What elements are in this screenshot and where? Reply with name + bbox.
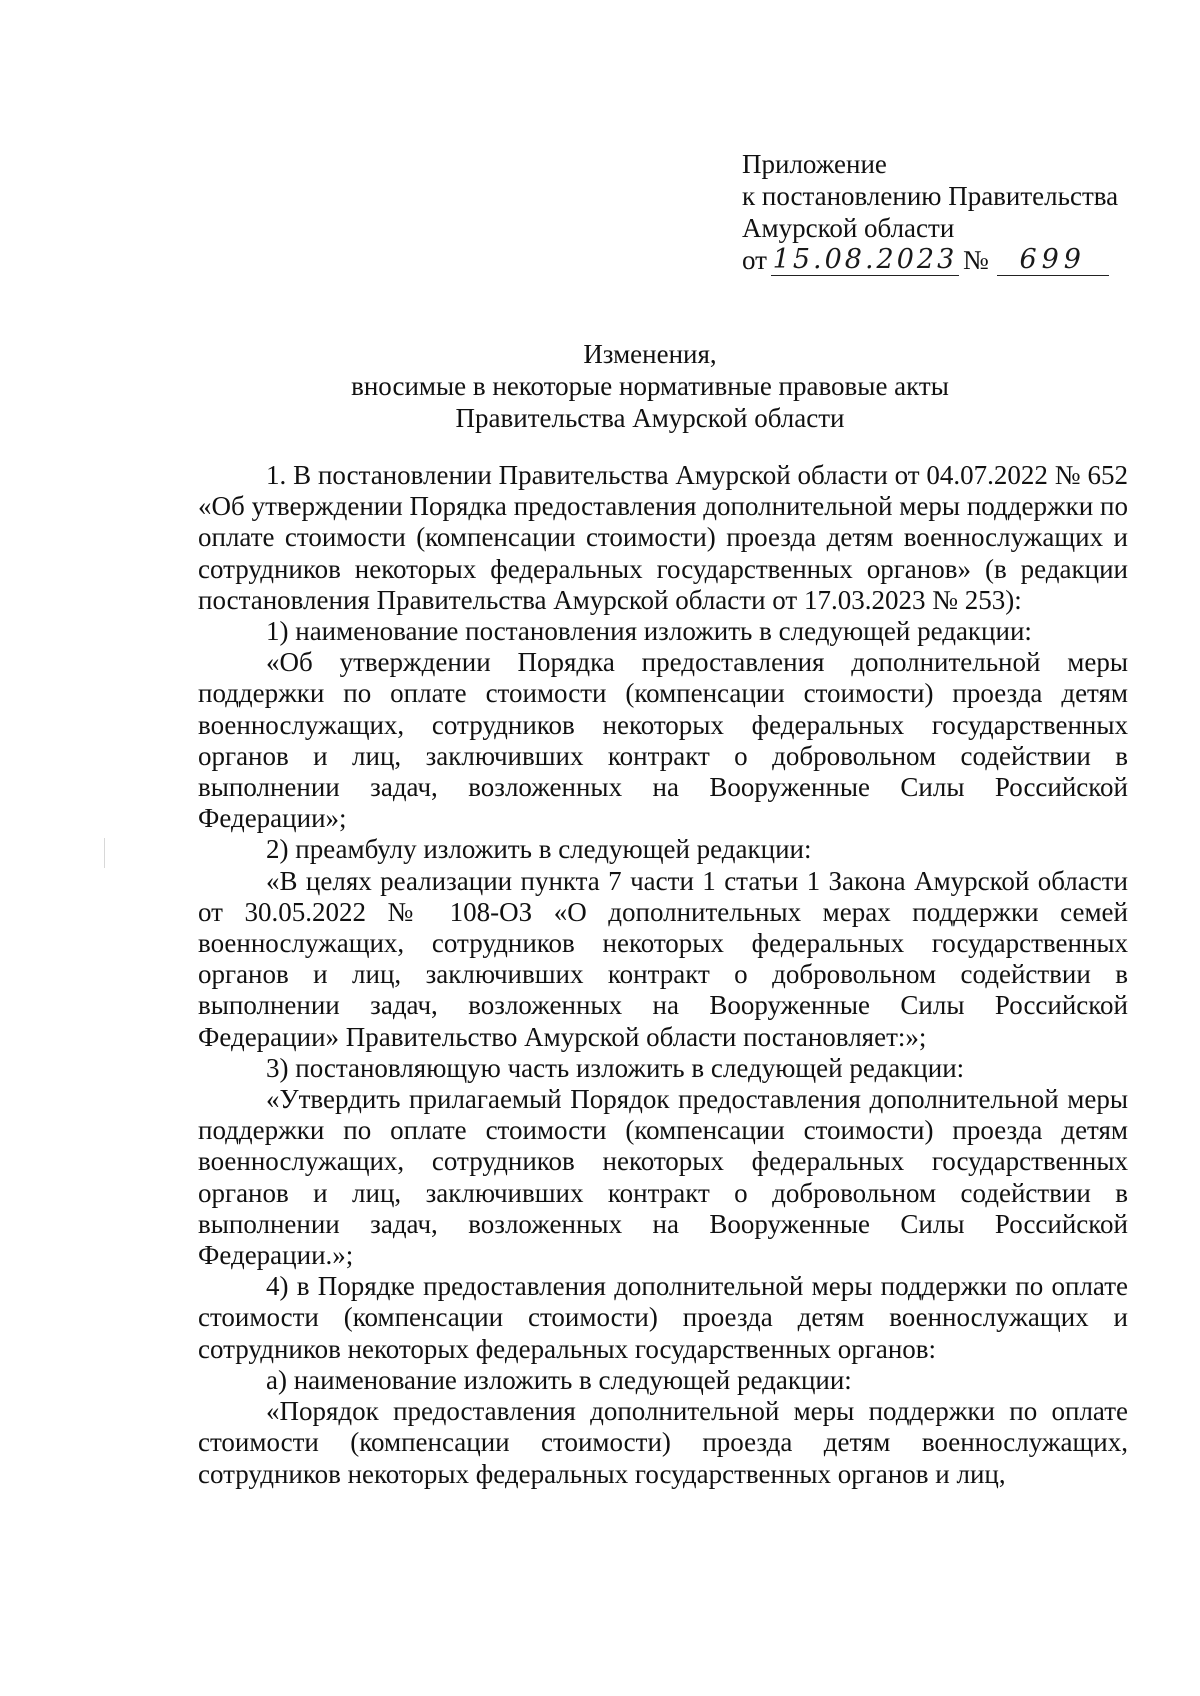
date-from-label: от <box>742 245 767 275</box>
document-title <box>200 338 1100 434</box>
appendix-resolution-line: к постановлению Правительства <box>742 181 1119 211</box>
handwritten-number: 699 <box>997 245 1109 276</box>
paragraph-item-1: 1. В постановлении Правительства Амурской области от 04.07.2022 № 652 «Об утверждении Порядка предоставления дополнительной меры поддержки по оплате стоимости (компенсации стоимости) проезда детям военнослужащих и сотрудников некоторых федеральных государственных органов» (в редакции постановления Правительства Амурской области от 17.03.2023 № 253): <box>198 460 1128 615</box>
scan-artifact <box>104 838 105 868</box>
paragraph-quote-3: «Утвердить прилагаемый Порядок предоставления дополнительной меры поддержки по оплате стоимости (компенсации стоимости) проезда детям военнослужащих, сотрудников некоторых федеральных государственных органов и лиц, заключивших контракт о добровольном содействии в выполнении задач, возложенных на Вооруженные Силы Российской Федерации.»; <box>198 1084 1128 1271</box>
appendix-date-line <box>742 244 1162 276</box>
appendix-header <box>742 148 1162 276</box>
appendix-label: Приложение <box>742 149 887 179</box>
paragraph-subitem-4a: а) наименование изложить в следующей редакции: <box>266 1364 852 1395</box>
handwritten-date: 15.08.2023 <box>772 244 958 275</box>
paragraph-subitem-4: 4) в Порядке предоставления дополнительной меры поддержки по оплате стоимости (компенсации стоимости) проезда детям военнослужащих и сотрудников некоторых федеральных государственных органов: <box>198 1271 1128 1364</box>
title-line-2: вносимые в некоторые нормативные правовые акты <box>351 371 949 401</box>
appendix-region-line: Амурской области <box>742 213 955 243</box>
title-line-3: Правительства Амурской области <box>455 403 845 433</box>
paragraph-quote-4a: «Порядок предоставления дополнительной меры поддержки по оплате стоимости (компенсации стоимости) проезда детям военнослужащих, сотрудников некоторых федеральных государственных органов и лиц, <box>198 1396 1128 1489</box>
number-label: № <box>962 245 989 275</box>
paragraph-subitem-2: 2) преамбулу изложить в следующей редакции: <box>266 834 812 865</box>
paragraph-quote-1: «Об утверждении Порядка предоставления дополнительной меры поддержки по оплате стоимости (компенсации стоимости) проезда детям военнослужащих, сотрудников некоторых федеральных государственных органов и лиц, заключивших контракт о добровольном содействии в выполнении задач, возложенных на Вооруженные Силы Российской Федерации»; <box>198 647 1128 834</box>
paragraph-subitem-3: 3) постановляющую часть изложить в следующей редакции: <box>266 1052 965 1083</box>
paragraph-quote-2: «В целях реализации пункта 7 части 1 статьи 1 Закона Амурской области от 30.05.2022 № 108-ОЗ «О дополнительных мерах поддержки семей военнослужащих, сотрудников некоторых федеральных государственных органов и лиц, заключивших контракт о добровольном содействии в выполнении задач, возложенных на Вооруженные Силы Российской Федерации» Правительство Амурской области постановляет:»; <box>198 865 1128 1052</box>
document-body <box>198 460 1128 1490</box>
title-line-1: Изменения, <box>583 339 717 369</box>
paragraph-subitem-1: 1) наименование постановления изложить в следующей редакции: <box>266 616 1032 647</box>
